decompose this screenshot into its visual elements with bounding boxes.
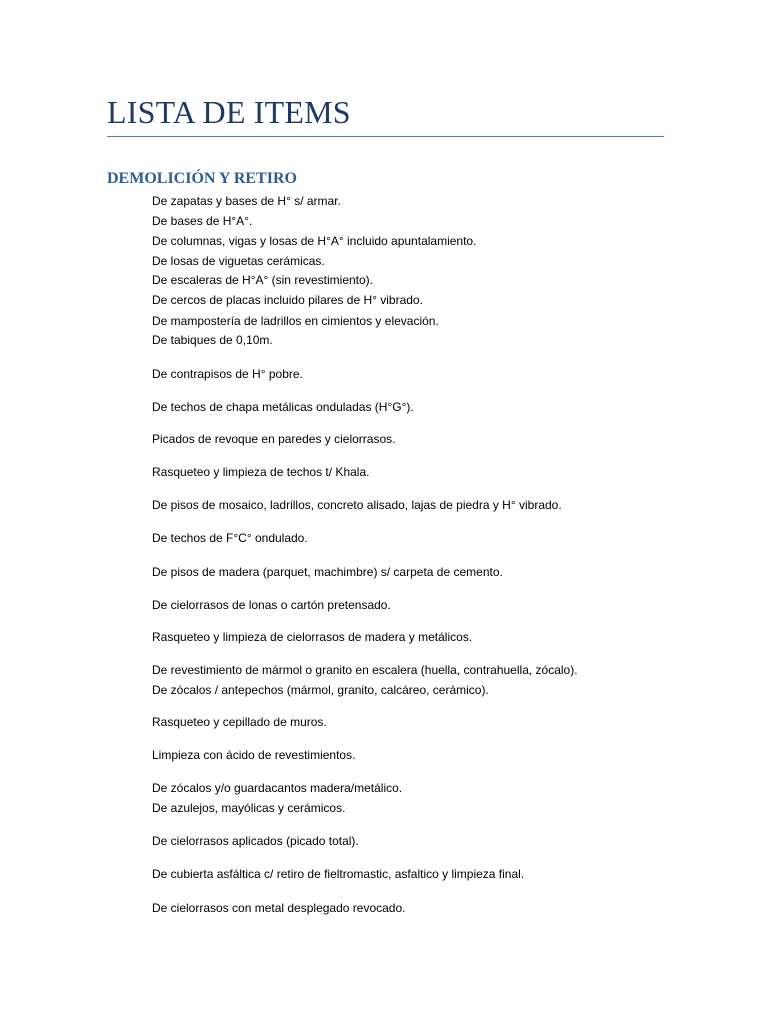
item-text: Rasqueteo y limpieza de techos t/ Khala. [152, 465, 370, 479]
item-text: De cielorrasos de lonas o cartón pretensado. [152, 598, 391, 612]
item-text: De zócalos y/o guardacantos madera/metálico. [152, 781, 403, 795]
item-text: De cubierta asfáltica c/ retiro de fieltromastic, asfaltico y limpieza final. [152, 867, 525, 881]
item-text: De azulejos, mayólicas y cerámicos. [152, 801, 346, 815]
item-text: De losas de viguetas cerámicas. [152, 254, 325, 268]
section-heading: DEMOLICIÓN Y RETIRO [107, 170, 297, 187]
item-text: De cielorrasos aplicados (picado total). [152, 834, 359, 848]
item-text: De columnas, vigas y losas de H°A° incluido apuntalamiento. [152, 234, 477, 248]
item-text: De contrapisos de H° pobre. [152, 367, 303, 381]
item-text: De cielorrasos con metal desplegado revocado. [152, 901, 406, 915]
item-text: Picados de revoque en paredes y cielorrasos. [152, 432, 396, 446]
item-text: De revestimiento de mármol o granito en escalera (huella, contrahuella, zócalo). [152, 663, 578, 677]
item-text: De pisos de madera (parquet, machimbre) s/ carpeta de cemento. [152, 565, 503, 579]
item-text: De bases de H°A°. [152, 214, 253, 228]
item-text: De escaleras de H°A° (sin revestimiento). [152, 273, 374, 287]
item-text: De tabiques de 0,10m. [152, 333, 273, 347]
item-text: De zapatas y bases de H° s/ armar. [152, 194, 341, 208]
item-text: De techos de F°C° ondulado. [152, 531, 308, 545]
page-title: LISTA DE ITEMS [107, 94, 351, 130]
item-text: Limpieza con ácido de revestimientos. [152, 748, 356, 762]
item-text: De pisos de mosaico, ladrillos, concreto alisado, lajas de piedra y H° vibrado. [152, 498, 562, 512]
item-text: De cercos de placas incluido pilares de H° vibrado. [152, 293, 423, 307]
item-text: Rasqueteo y cepillado de muros. [152, 715, 327, 729]
item-text: De techos de chapa metálicas onduladas (H°G°). [152, 400, 414, 414]
item-text: Rasqueteo y limpieza de cielorrasos de madera y metálicos. [152, 630, 473, 644]
item-text: De mampostería de ladrillos en cimientos y elevación. [152, 314, 439, 328]
item-text: De zócalos / antepechos (mármol, granito, calcáreo, cerámico). [152, 683, 489, 697]
title-divider [107, 136, 664, 137]
